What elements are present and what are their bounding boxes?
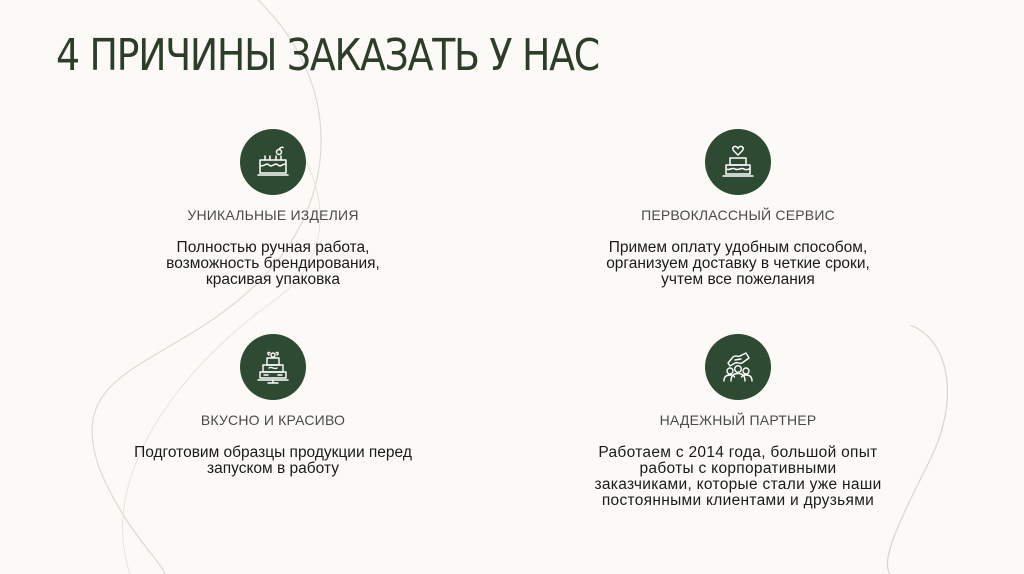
partners-icon (705, 334, 771, 400)
feature-description: Подготовим образцы продукции перед запуском в работу (134, 444, 412, 477)
feature-tasty-beautiful (123, 334, 423, 477)
page-title: 4 ПРИЧИНЫ ЗАКАЗАТЬ У НАС (56, 30, 599, 81)
feature-description: Полностью ручная работа, возможность брендирования, красивая упаковка (166, 239, 380, 288)
tiered-cake-icon (240, 334, 306, 400)
heart-cake-icon (705, 129, 771, 195)
feature-heading: НАДЕЖНЫЙ ПАРТНЕР (659, 412, 817, 428)
feature-reliable-partner (588, 334, 888, 509)
feature-description: Примем оплату удобным способом, организуем доставку в четкие сроки, учтем все пожелания (606, 239, 870, 288)
feature-heading: УНИКАЛЬНЫЕ ИЗДЕЛИЯ (187, 207, 359, 223)
feature-unique-products (123, 129, 423, 288)
feature-heading: ПЕРВОКЛАССНЫЙ СЕРВИС (641, 207, 835, 223)
feature-heading: ВКУСНО И КРАСИВО (200, 412, 346, 428)
cake-icon (240, 129, 306, 195)
feature-first-class-service (588, 129, 888, 288)
feature-description: Работаем с 2014 года, большой опыт работы с корпоративными заказчиками, которые стали уже наши постоянными клиентами и друзьями (594, 444, 882, 509)
